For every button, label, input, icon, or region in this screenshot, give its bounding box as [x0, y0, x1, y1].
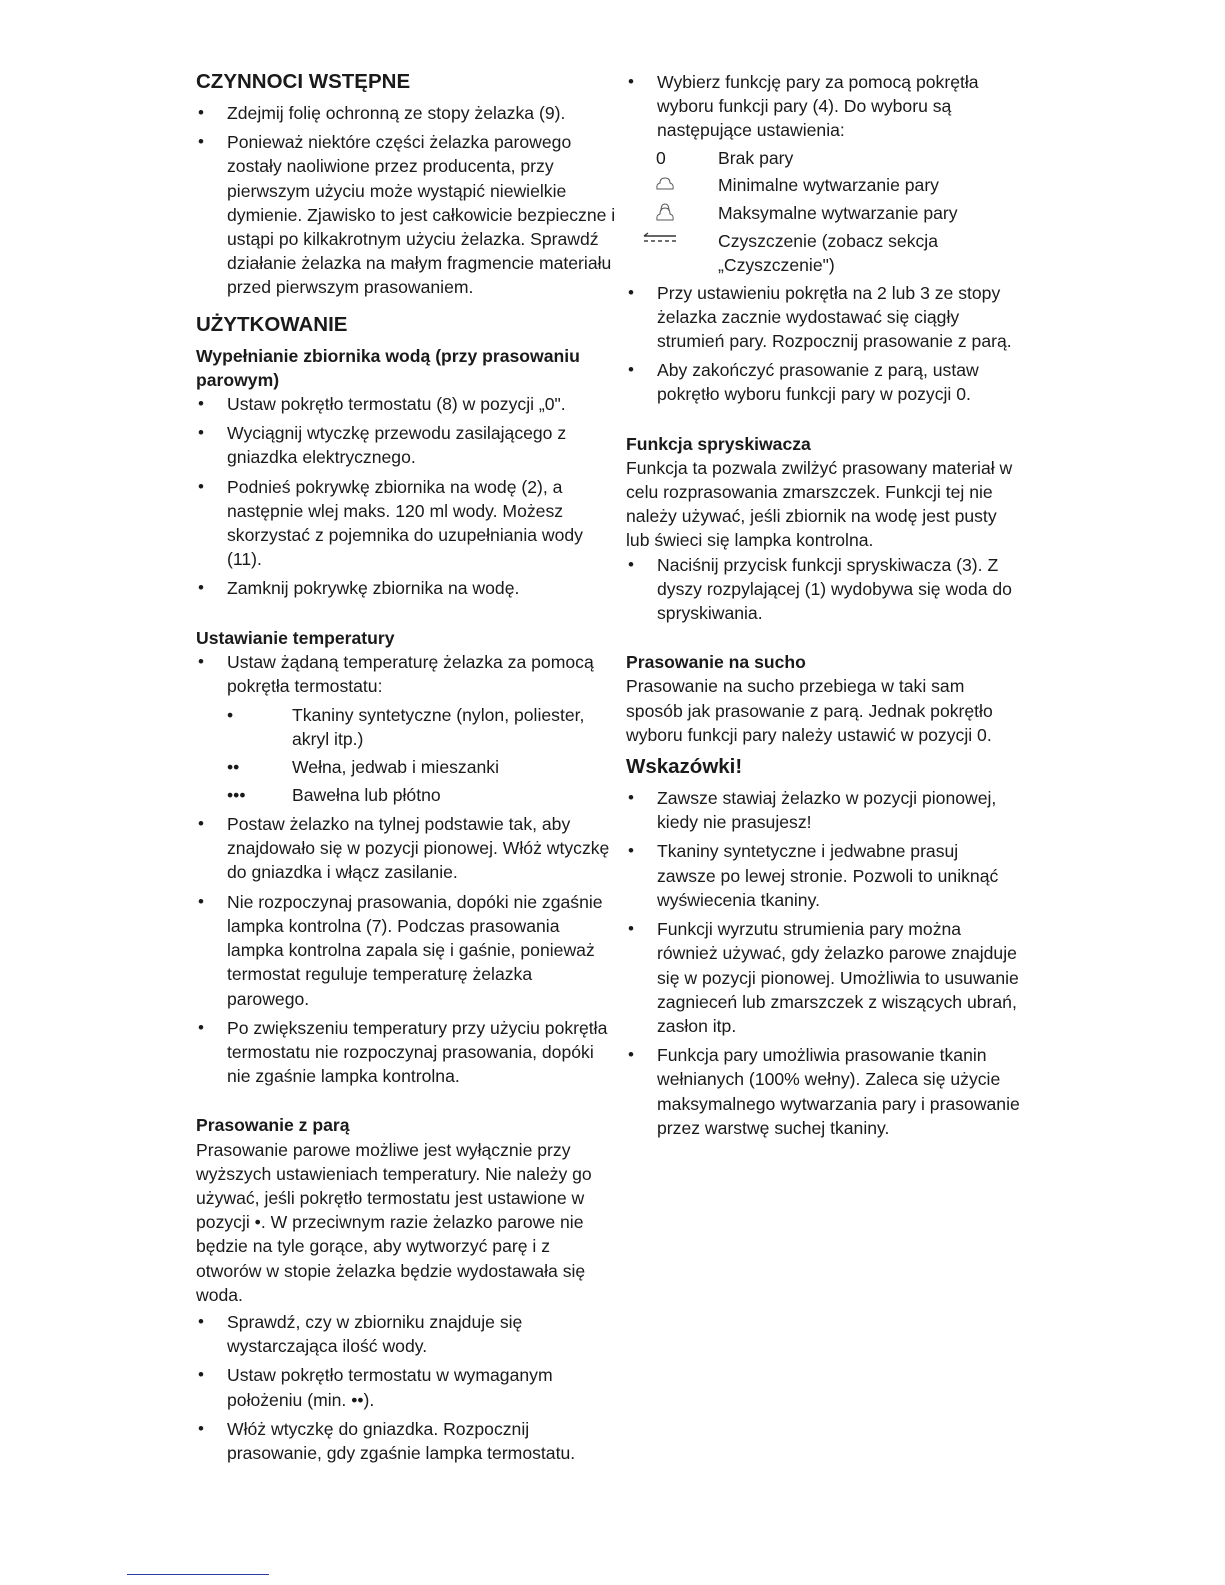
list-item: • Zdejmij folię ochronną ze stopy żelazka (9).: [196, 101, 616, 125]
list-item: • Postaw żelazko na tylnej podstawie tak, aby znajdowało się w pozycji pionowej. Włóż wtyczkę do gniazdka i włącz zasilanie.: [196, 812, 616, 885]
list-item: • Funkcja pary umożliwia prasowanie tkanin wełnianych (100% wełny). Zaleca się użycie maksymalnego wytwarzania pary i prasowanie przez warstwę suchej tkaniny.: [626, 1043, 1021, 1140]
steam-setting-zero: 0: [656, 147, 666, 168]
right-column: [626, 70, 1021, 1145]
usage-heading: UŻYTKOWANIE: [196, 312, 348, 336]
spray-list: [626, 553, 1021, 626]
steam-ironing-list: [196, 1310, 616, 1465]
list-item: • Wyciągnij wtyczkę przewodu zasilającego z gniazdka elektrycznego.: [196, 421, 616, 469]
list-item: • Ustaw pokrętło termostatu w wymaganym położeniu (min. ••).: [196, 1363, 616, 1411]
temperature-heading: Ustawianie temperatury: [196, 627, 395, 648]
steam-max-icon: [626, 201, 718, 225]
list-item: • Ustaw pokrętło termostatu (8) w pozycji „0".: [196, 392, 616, 416]
steam-ironing-paragraph: Prasowanie parowe możliwe jest wyłącznie przy wyższych ustawieniach temperatury. Nie należy go używać, jeśli pokrętło termostatu jest ustawione w pozycji •. W przeciwnym razie żelazko parowe nie będzie na tyle gorące, aby wytworzyć parę i z otworów w stopie żelazka będzie wydostawała się woda.: [196, 1139, 592, 1305]
list-item: • Tkaniny syntetyczne i jedwabne prasuj zawsze po lewej stronie. Pozwoli to uniknąć wyświecenia tkaniny.: [626, 839, 1021, 912]
list-item-text: • Ustaw żądaną temperaturę żelazka za pomocą pokrętła termostatu:: [227, 651, 594, 697]
temperature-level-text: Bawełna lub płótno: [292, 784, 441, 805]
tips-heading: Wskazówki!: [626, 755, 743, 779]
steam-ironing-heading: Prasowanie z parą: [196, 1115, 350, 1136]
list-item: • Zawsze stawiaj żelazko w pozycji pionowej, kiedy nie prasujesz!: [626, 786, 1021, 834]
preparation-list: [196, 101, 616, 300]
list-item: [196, 650, 616, 807]
list-item: • Podnieś pokrywkę zbiornika na wodę (2), a następnie wlej maks. 120 ml wody. Możesz skorzystać z pojemnika do uzupełniania wody (11).: [196, 475, 616, 572]
list-item: • Ponieważ niektóre części żelazka parowego zostały naoliwione przez producenta, przy pierwszym użyciu może wystąpić niewielkie dymienie. Zjawisko to jest całkowicie bezpieczne i ustąpi po kilkakrotnym użyciu żelazka. Sprawdź działanie żelazka na małym fragmencie materiału przed pierwszym prasowaniem.: [196, 130, 616, 299]
steam-setting-text: Brak pary: [718, 147, 794, 168]
list-item: • Wybierz funkcję pary za pomocą pokrętła wyboru funkcji pary (4). Do wyboru są następujące ustawienia:: [626, 70, 1021, 143]
steam-setting-text: Czyszczenie (zobacz sekcja „Czyszczenie"): [718, 230, 938, 275]
temperature-level: [227, 755, 616, 779]
temperature-dots: •: [227, 705, 234, 726]
steam-setting-text: Minimalne wytwarzanie pary: [718, 175, 939, 196]
footer-line: [127, 1574, 269, 1575]
temperature-dots: ••: [227, 757, 240, 778]
preparation-heading: CZYNNOCI WSTĘPNE: [196, 70, 411, 93]
list-item: • Aby zakończyć prasowanie z parą, ustaw pokrętło wyboru funkcji pary w pozycji 0.: [626, 358, 1021, 406]
list-item: • Włóż wtyczkę do gniazdka. Rozpocznij prasowanie, gdy zgaśnie lampka termostatu.: [196, 1417, 616, 1465]
temperature-list: [196, 650, 616, 1088]
steam-setting: [626, 173, 1021, 197]
steam-setting: [626, 229, 1021, 277]
temperature-level: [227, 783, 616, 807]
temperature-level-text: Tkaniny syntetyczne (nylon, poliester, akryl itp.): [292, 705, 585, 750]
list-item: • Po zwiększeniu temperatury przy użyciu pokrętła termostatu nie rozpoczynaj prasowania, dopóki nie zgaśnie lampka kontrolna.: [196, 1016, 616, 1089]
list-item: • Przy ustawieniu pokrętła na 2 lub 3 ze stopy żelazka zacznie wydostawać się ciągły strumień pary. Rozpocznij prasowanie z parą.: [626, 281, 1021, 354]
fill-tank-heading: Wypełnianie zbiornika wodą (przy prasowaniu parowym): [196, 345, 580, 390]
dry-ironing-paragraph: Prasowanie na sucho przebiega w taki sam sposób jak prasowanie z parą. Jednak pokrętło wyboru funkcji pary należy ustawić w pozycji 0.: [626, 676, 993, 745]
steam-setting: [626, 201, 1021, 225]
list-item: • Naciśnij przycisk funkcji spryskiwacza (3). Z dyszy rozpylającej (1) wydobywa się woda do spryskiwania.: [626, 553, 1021, 626]
temperature-dots: •••: [227, 784, 246, 805]
steam-select-list: [626, 70, 1021, 143]
dry-ironing-heading: Prasowanie na sucho: [626, 652, 806, 673]
spray-heading: Funkcja spryskiwacza: [626, 433, 811, 454]
self-clean-icon: [626, 229, 718, 277]
temperature-level-text: Wełna, jedwab i mieszanki: [292, 757, 499, 778]
temperature-level: [227, 703, 616, 751]
list-item: • Funkcji wyrzutu strumienia pary można również używać, gdy żelazko parowe znajduje się w pozycji pionowej. Umożliwia to usuwanie zagnieceń lub zmarszczek z wiszących ubrań, zasłon itp.: [626, 917, 1021, 1038]
steam-settings: [626, 146, 1021, 278]
temperature-levels: [227, 703, 616, 807]
list-item: • Sprawdź, czy w zbiorniku znajduje się wystarczająca ilość wody.: [196, 1310, 616, 1358]
steam-control-list: [626, 281, 1021, 407]
spray-paragraph: Funkcja ta pozwala zwilżyć prasowany materiał w celu rozprasowania zmarszczek. Funkcji tej nie należy używać, jeśli zbiornik na wodę jest pusty lub świeci się lampka kontrolna.: [626, 457, 1013, 551]
list-item: • Zamknij pokrywkę zbiornika na wodę.: [196, 576, 616, 600]
fill-tank-list: [196, 392, 616, 601]
steam-setting: [626, 146, 1021, 170]
steam-min-icon: [626, 173, 718, 197]
steam-setting-text: Maksymalne wytwarzanie pary: [718, 203, 958, 224]
left-column: [196, 70, 616, 1470]
list-item: • Nie rozpoczynaj prasowania, dopóki nie zgaśnie lampka kontrolna (7). Podczas prasowania lampka kontrolna zapala się i gaśnie, ponieważ termostat reguluje temperaturę żelazka parowego.: [196, 890, 616, 1011]
tips-list: [626, 786, 1021, 1140]
